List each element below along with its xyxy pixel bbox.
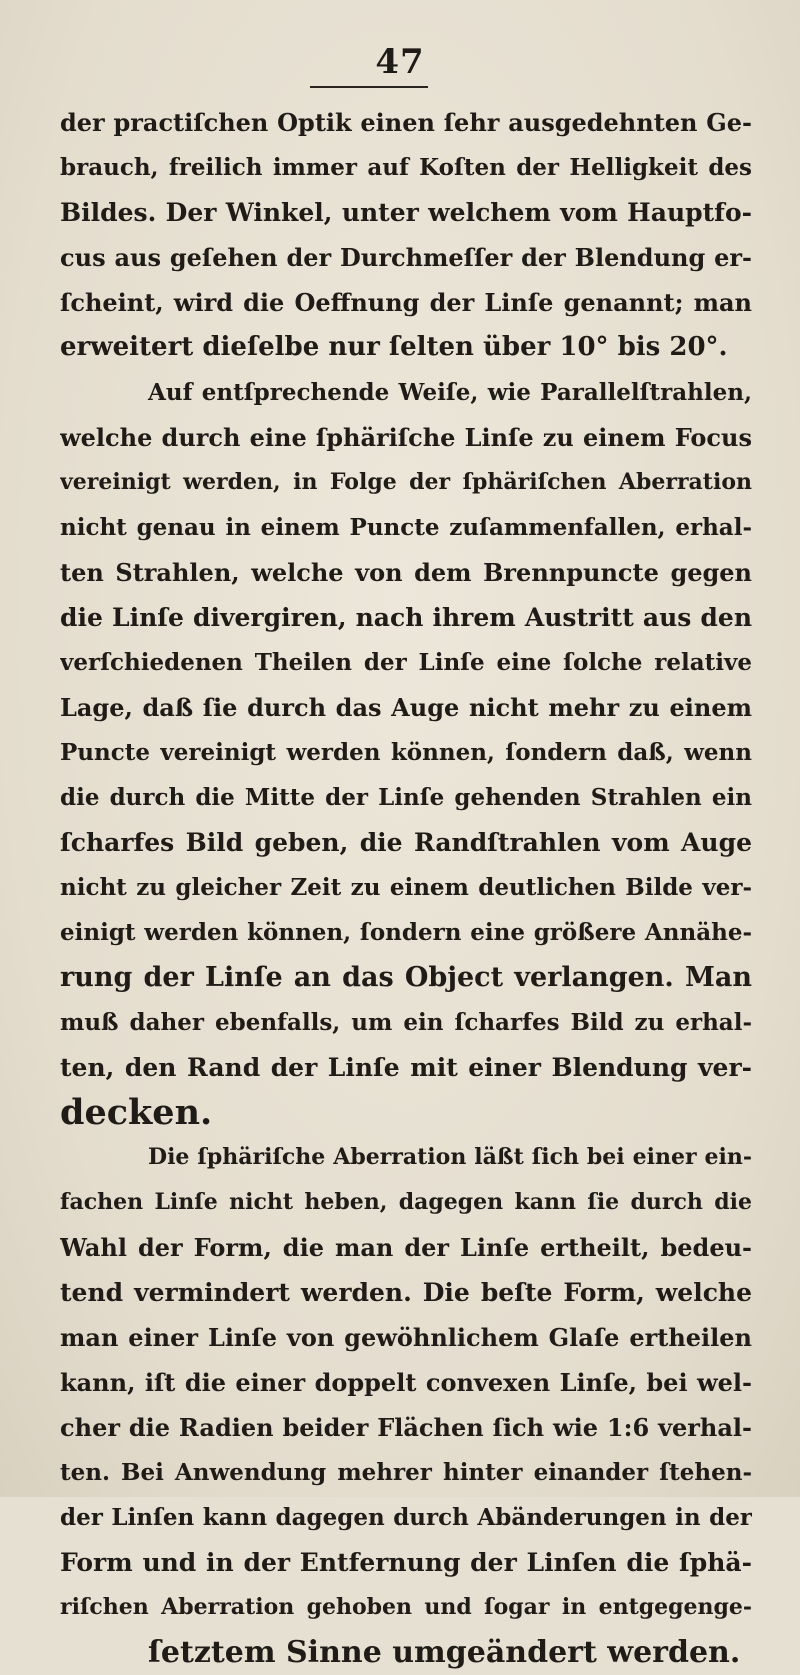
text-line: man einer Linſe von gewöhnlichem Glaſe ertheilen	[60, 1323, 752, 1352]
text-line: Puncte vereinigt werden können, ſondern daß, wenn	[60, 739, 752, 766]
text-line: ten, den Rand der Linſe mit einer Blendung ver-	[60, 1053, 752, 1082]
text-line: ten Strahlen, welche von dem Brennpuncte gegen	[60, 558, 752, 587]
paragraph	[60, 1135, 752, 1675]
paragraph	[60, 370, 752, 1135]
text-line: die Linſe divergiren, nach ihrem Austritt aus den	[60, 603, 752, 632]
paragraph	[60, 100, 752, 370]
text-line: verſchiedenen Theilen der Linſe eine ſolche relative	[60, 649, 752, 676]
text-line: einigt werden können, ſondern eine größere Annähe-	[60, 919, 752, 946]
text-line: nicht zu gleicher Zeit zu einem deutlichen Bilde ver-	[60, 874, 752, 901]
text-line: Lage, daß ſie durch das Auge nicht mehr zu einem	[60, 693, 752, 722]
text-line: der Linſen kann dagegen durch Abänderungen in der	[60, 1504, 752, 1531]
text-line: Wahl der Form, die man der Linſe ertheilt, bedeu-	[60, 1233, 752, 1262]
text-line: die durch die Mitte der Linſe gehenden Strahlen ein	[60, 784, 752, 811]
text-line: Form und in der Entfernung der Linſen die ſphä-	[60, 1548, 752, 1577]
text-line: ten. Bei Anwendung mehrer hinter einander ſtehen-	[60, 1459, 752, 1486]
text-line: brauch, freilich immer auf Koſten der Helligkeit des	[60, 154, 752, 181]
text-line: cher die Radien beider Flächen ſich wie 1:6 verhal-	[60, 1413, 752, 1442]
text-line: Bildes. Der Winkel, unter welchem vom Hauptfo-	[60, 198, 752, 227]
text-line: ſetztem Sinne umgeändert werden.	[148, 1635, 741, 1670]
text-line: Die ſphäriſche Aberration läßt ſich bei einer ein-	[148, 1144, 752, 1170]
text-line: rung der Linſe an das Object verlangen. Man	[60, 962, 752, 993]
text-line: ſcharfes Bild geben, die Randſtrahlen vom Auge	[60, 828, 752, 857]
text-line: der practiſchen Optik einen ſehr ausgedehnten Ge-	[60, 108, 752, 137]
text-line: nicht genau in einem Puncte zuſammenfallen, erhal-	[60, 514, 752, 541]
text-line: erweitert dieſelbe nur ſelten über 10° bis 20°.	[60, 332, 728, 362]
text-line: muß daher ebenfalls, um ein ſcharfes Bild zu erhal-	[60, 1009, 752, 1036]
page-number: 47	[375, 42, 425, 82]
text-line: vereinigt werden, in Folge der ſphäriſchen Aberration	[60, 469, 752, 495]
body-text	[60, 100, 752, 1675]
text-line: decken.	[60, 1092, 213, 1133]
text-line: fachen Linſe nicht heben, dagegen kann ſie durch die	[60, 1189, 752, 1215]
text-line: Auf entſprechende Weiſe, wie Parallelſtrahlen,	[148, 379, 752, 406]
text-line: kann, iſt die einer doppelt convexen Linſe, bei wel-	[60, 1368, 752, 1397]
text-line: riſchen Aberration gehoben und ſogar in entgegenge-	[60, 1594, 752, 1620]
text-line: cus aus geſehen der Durchmeſſer der Blendung er-	[60, 243, 752, 272]
page-number-rule	[310, 86, 428, 88]
text-line: tend vermindert werden. Die beſte Form, welche	[60, 1278, 752, 1307]
text-line: ſcheint, wird die Oeffnung der Linſe genannt; man	[60, 288, 752, 317]
text-line: welche durch eine ſphäriſche Linſe zu einem Focus	[60, 423, 752, 452]
